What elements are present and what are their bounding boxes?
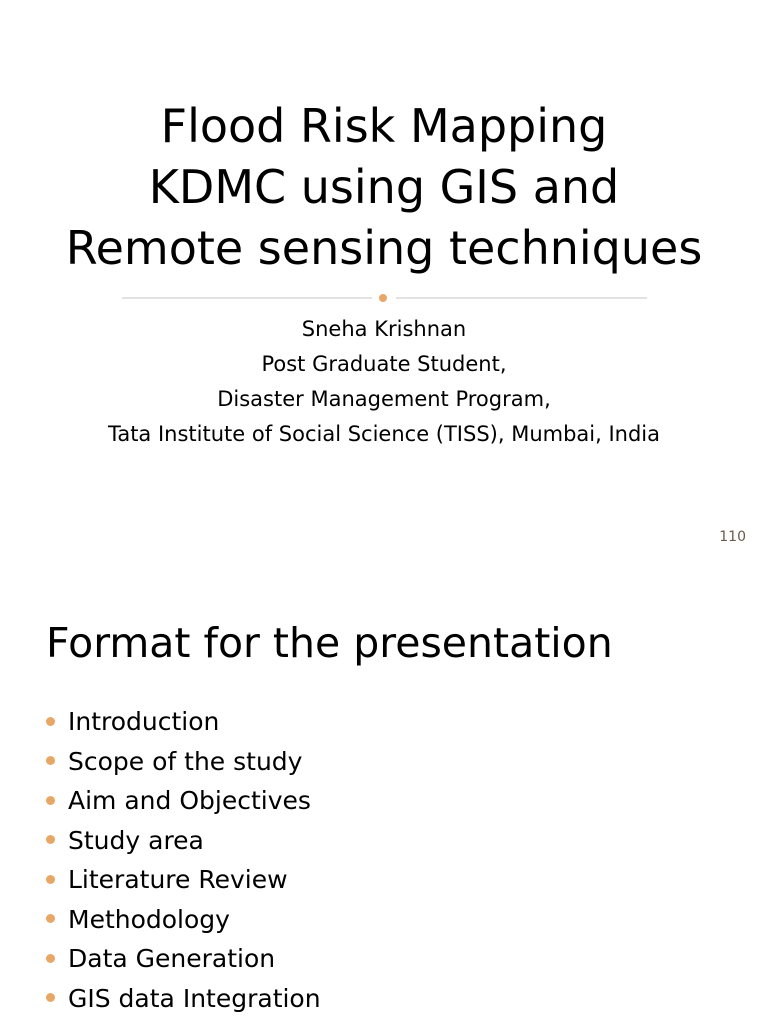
list-item [46,821,321,861]
list-item [46,781,321,821]
orange-dot-bullet-icon [46,954,55,963]
title-line-1: Flood Risk Mapping [160,99,608,153]
list-item-label: Introduction [68,707,220,736]
orange-dot-icon [379,294,387,302]
title-divider [122,296,647,300]
author-role: Post Graduate Student, [261,352,507,376]
list-item-label: Literature Review [68,865,288,894]
orange-dot-bullet-icon [46,835,55,844]
list-item-label: GIS data Integration [68,983,321,1013]
list-item-label: Aim and Objectives [68,786,311,815]
title-line-2: KDMC using GIS and [148,160,620,214]
orange-dot-bullet-icon [46,756,55,765]
divider-line-right [396,297,647,299]
list-item [46,742,321,782]
divider-line-left [122,297,372,299]
list-item-label: Scope of the study [68,746,303,776]
author-program: Disaster Management Program, [217,387,551,411]
list-item-label: Study area [68,825,204,855]
orange-dot-bullet-icon [46,914,55,923]
orange-dot-bullet-icon [46,796,55,805]
list-item [46,702,321,742]
author-info [0,312,768,452]
agenda-heading: Format for the presentation [46,619,613,667]
list-item-label: Methodology [68,904,230,934]
page-number: 110 [719,529,746,545]
agenda-slide [0,580,768,1024]
list-item [46,939,321,979]
orange-dot-bullet-icon [46,993,55,1002]
author-institute: Tata Institute of Social Science (TISS), Mumbai, India [107,422,661,446]
list-item [46,900,321,940]
list-item-label: Data Generation [68,944,276,973]
title-line-3: Remote sensing techniques [65,221,703,275]
list-item [46,979,321,1019]
author-name: Sneha Krishnan [301,317,467,341]
slide-title [0,96,768,279]
orange-dot-bullet-icon [46,875,55,884]
list-item [46,860,321,900]
agenda-list [46,702,321,1018]
orange-dot-bullet-icon [46,717,55,726]
